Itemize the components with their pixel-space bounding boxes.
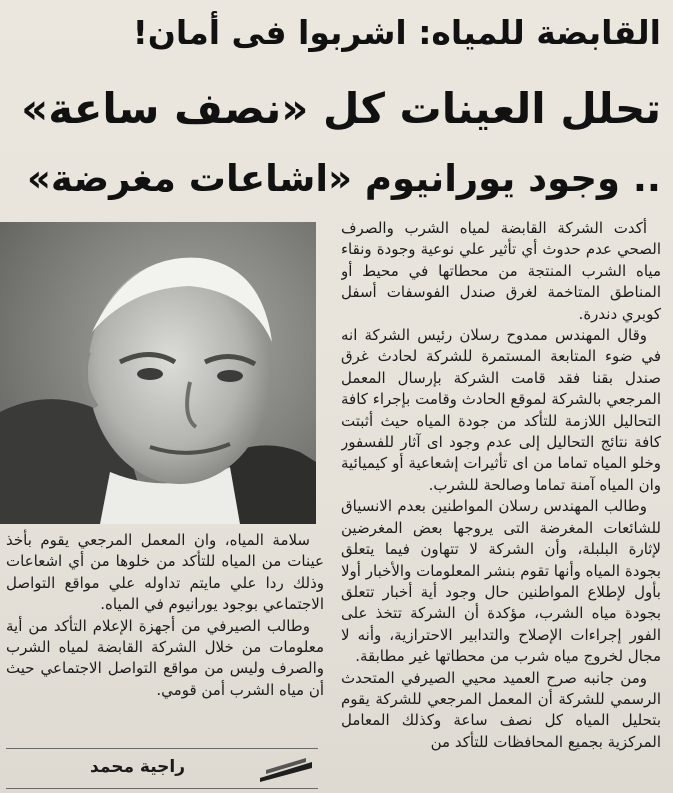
article-paragraph: وطالب الصيرفي من أجهزة الإعلام التأكد من أية معلومات من خلال الشركة القابضة لمياه الشرب والصرف وليس من مواقع التواصل الاجتماعي حيث أن مياه الشرب أمن قومي. <box>6 616 324 699</box>
article-paragraph: وطالب المهندس رسلان المواطنين بعدم الانسياق للشائعات المغرضة التى يروجها بعض المغرضين لإثارة البلبلة، وأن الشركة لا تتهاون فيما يتعلق بجودة المياه وأنها تقوم بنشر المعلومات والأخبار أولا بأول لإطلاع المواطنين حال وجود أية أخبار تتعلق بجودة مياه الشرب، مؤكدة أن الشركة تتخذ على الفور إجراءات الإصلاح والتدابير الاحترازية، وأنه لا مجال لخروج مياه شرب من محطاتها غير مطابقة. <box>341 497 661 666</box>
headline-line-1: القابضة للمياه: اشربوا فى أمان! <box>132 13 661 52</box>
article-paragraph: ومن جانبه صرح العميد محيي الصيرفي المتحدث الرسمي للشركة أن المعمل المرجعي للشركة يقوم بتحليل المياه كل نصف ساعة وكذلك المعامل المركزية بجميع المحافظات للتأكد من <box>341 668 661 751</box>
headline-line-2: تحلل العينات كل «نصف ساعة» <box>21 84 661 133</box>
article-paragraph: وقال المهندس ممدوح رسلان رئيس الشركة انه في ضوء المتابعة المستمرة للشركة لحادث غرق صندل بقنا فقد قامت الشركة بإرسال المعمل المرجعي بالشركة لموقع الحادث وقامت بإجراء كافة التحاليل اللازمة للتأكد من جودة المياه حيث أثبتت كافة نتائج التحاليل إلى عدم وجود اى آثار للفسفور وخلو المياه تماما من اى تأثيرات إشعاعية أو كيميائية وان المياه آمنة تماما وصالحة للشرب. <box>341 326 661 494</box>
spokesperson-photo <box>0 222 316 524</box>
newspaper-logo-icon <box>256 752 316 784</box>
article-left-column <box>6 530 324 701</box>
article-paragraph: سلامة المياه، وان المعمل المرجعي يقوم بأخذ عينات من المياه للتأكد من خلوها من أي اشعاعات وذلك ردا علي مايتم تداوله علي مواقع التواصل الاجتماعي بوجود يورانيوم في المياه. <box>6 531 324 614</box>
portrait-illustration <box>0 222 316 524</box>
author-byline: راجية محمد <box>90 757 186 777</box>
byline-top-rule <box>6 748 318 749</box>
article-right-column <box>341 218 661 793</box>
byline-bottom-rule <box>6 788 318 789</box>
headline-line-3: .. وجود يورانيوم «اشاعات مغرضة» <box>27 157 661 200</box>
article-paragraph: أكدت الشركة القابضة لمياه الشرب والصرف الصحي عدم حدوث أي تأثير علي نوعية وجودة ونقاء مياه الشرب المنتجة من محطاتها في محيط أو المناطق المتاخمة لغرق صندل الفوسفات أسفل كوبري دندرة. <box>341 219 661 323</box>
